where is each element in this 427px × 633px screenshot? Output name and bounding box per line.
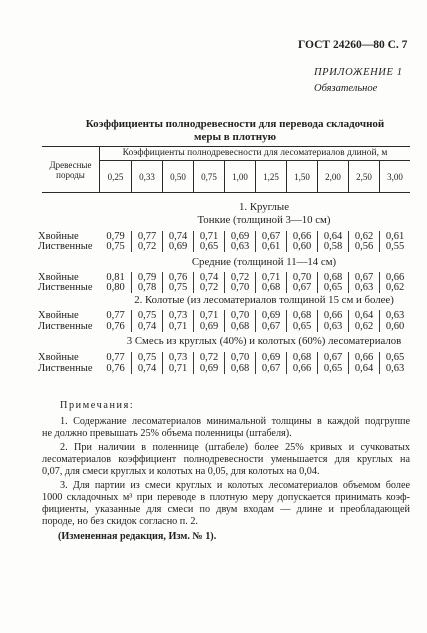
coefficient-cell: 0,66 xyxy=(286,363,317,374)
note-paragraph xyxy=(42,416,410,440)
amendment-note: (Измененная редакция, Изм. № 1). xyxy=(58,531,217,542)
coefficient-cell: 0,63 xyxy=(224,241,255,252)
length-header-cell: 0,75 xyxy=(193,161,224,192)
coefficient-cell: 0,71 xyxy=(193,231,224,242)
species-label: Лиственные xyxy=(38,362,93,374)
coefficient-cell: 0,71 xyxy=(162,321,193,332)
coefficient-cell: 0,64 xyxy=(317,231,348,242)
coefficient-cell: 0,67 xyxy=(255,321,286,332)
coefficient-cell: 0,68 xyxy=(255,282,286,293)
note-line: породе, но без скидок согласно п. 2. xyxy=(42,516,198,527)
coefficient-cell: 0,72 xyxy=(193,282,224,293)
coefficient-cell: 0,68 xyxy=(224,321,255,332)
coefficient-cell: 0,71 xyxy=(255,272,286,283)
coefficient-cell: 0,65 xyxy=(317,282,348,293)
notes-list xyxy=(42,416,410,528)
coefficient-cell: 0,78 xyxy=(131,282,162,293)
appendix-status: Обязательное xyxy=(314,83,378,94)
note-line: лесоматериалов коэффициент полнодревесности уменьшается для круглых на xyxy=(42,454,410,465)
coefficient-cell: 0,62 xyxy=(348,231,379,242)
length-header-cell: 0,50 xyxy=(162,161,193,192)
coefficient-cell: 0,74 xyxy=(131,321,162,332)
coefficient-cell: 0,79 xyxy=(131,272,162,283)
coefficient-cell: 0,67 xyxy=(317,352,348,363)
coefficient-cell: 0,67 xyxy=(348,272,379,283)
coefficient-cell: 0,69 xyxy=(162,241,193,252)
coefficient-cell: 0,66 xyxy=(286,231,317,242)
notes xyxy=(42,400,410,543)
notes-heading: Примечания: xyxy=(60,400,135,411)
coefficient-cell: 0,69 xyxy=(255,310,286,321)
coefficient-cell: 0,74 xyxy=(162,231,193,242)
coefficient-cell: 0,63 xyxy=(379,363,410,374)
coefficient-cell: 0,77 xyxy=(131,231,162,242)
table-row xyxy=(38,321,410,332)
coefficient-cell: 0,65 xyxy=(317,363,348,374)
coefficient-cell: 0,69 xyxy=(224,231,255,242)
coefficient-cell: 0,77 xyxy=(106,310,125,321)
coefficient-cell: 0,79 xyxy=(106,230,125,242)
species-label: Хвойные xyxy=(38,351,79,363)
coefficient-cell: 0,70 xyxy=(224,352,255,363)
section-heading: 1. Круглые xyxy=(239,200,289,213)
coefficient-cell: 0,68 xyxy=(224,363,255,374)
table-row xyxy=(38,231,410,242)
coefficient-cell: 0,70 xyxy=(286,272,317,283)
coefficient-cell: 0,81 xyxy=(106,271,125,283)
coefficient-cell: 0,61 xyxy=(379,231,410,242)
table-row xyxy=(38,282,410,293)
table-row xyxy=(38,352,410,363)
species-label: Лиственные xyxy=(38,320,93,332)
coefficient-cell: 0,75 xyxy=(131,310,162,321)
table-row xyxy=(38,241,410,252)
subsection-heading: Тонкие (толщиной 3—10 см) xyxy=(197,213,331,226)
section-heading: 3 Смесь из круглых (40%) и колотых (60%) лесоматериалов xyxy=(126,334,402,347)
species-label: Хвойные xyxy=(38,310,79,321)
coefficient-cell: 0,75 xyxy=(162,282,193,293)
note-line: 0,07, для смеси круглых и колотых на 0,05, для колотых на 0,04. xyxy=(42,466,320,477)
length-header-cell: 2,00 xyxy=(317,161,348,192)
length-header-cell: 1,50 xyxy=(286,161,317,192)
species-label: Лиственные xyxy=(38,282,93,293)
coefficient-cell: 0,71 xyxy=(162,363,193,374)
coefficient-cell: 0,55 xyxy=(379,241,410,252)
coefficient-cell: 0,73 xyxy=(162,352,193,363)
coefficient-cell: 0,72 xyxy=(224,272,255,283)
coefficient-cell: 0,64 xyxy=(348,310,379,321)
coefficient-cell: 0,63 xyxy=(317,321,348,332)
length-header-cell: 2,50 xyxy=(348,161,379,192)
coefficient-cell: 0,60 xyxy=(379,321,410,332)
coefficient-cell: 0,69 xyxy=(193,363,224,374)
coefficient-cell: 0,66 xyxy=(317,310,348,321)
coefficient-cell: 0,66 xyxy=(379,272,410,283)
note-line: фициенты, указанные для смеси по двум входам — длине и преобладающей xyxy=(42,504,410,515)
coefficient-cell: 0,70 xyxy=(224,282,255,293)
coefficient-cell: 0,76 xyxy=(106,362,125,374)
table-title-line: меры в плотную xyxy=(193,131,277,143)
coefficient-cell: 0,67 xyxy=(286,282,317,293)
coefficient-cell: 0,76 xyxy=(106,320,125,332)
coefficient-cell: 0,61 xyxy=(255,241,286,252)
coefficient-cell: 0,76 xyxy=(162,272,193,283)
length-header-cell: 3,00 xyxy=(379,161,410,192)
table-row xyxy=(38,363,410,374)
coefficient-cell: 0,63 xyxy=(348,282,379,293)
length-header-cell: 1,25 xyxy=(255,161,286,192)
coefficient-cell: 0,69 xyxy=(193,321,224,332)
length-header-cell: 1,00 xyxy=(224,161,255,192)
coefficient-cell: 0,77 xyxy=(106,351,125,363)
coefficient-cell: 0,71 xyxy=(193,310,224,321)
species-label: Хвойные xyxy=(38,230,79,242)
note-line: не должно превышать 25% объема поленницы (штабеля). xyxy=(42,428,292,439)
coefficient-cell: 0,56 xyxy=(348,241,379,252)
note-line: 1000 складочных м³ при переводе в плотную меру допускается принимать коэф- xyxy=(42,492,410,503)
coefficient-cell: 0,67 xyxy=(255,231,286,242)
note-line: 3. Для партии из смеси круглых и колотых лесоматериалов объемом более xyxy=(60,480,410,491)
length-header-cell: 0,25 xyxy=(107,171,124,182)
coefficient-cell: 0,75 xyxy=(106,241,125,252)
note-paragraph xyxy=(42,480,410,528)
coefficient-cell: 0,70 xyxy=(224,310,255,321)
appendix-label: ПРИЛОЖЕНИЕ 1 xyxy=(314,67,403,78)
coefficient-cell: 0,64 xyxy=(348,363,379,374)
note-line: 1. Содержание лесоматериалов минимальной толщины в каждой подгруппе xyxy=(60,416,410,427)
table-title-line: Коэффициенты полнодревесности для перевода складочной xyxy=(85,118,385,130)
species-label: Лиственные xyxy=(38,241,93,252)
subsection-heading: Средние (толщиной 11—14 см) xyxy=(191,255,337,268)
lengths-column-header: Коэффициенты полнодревесности для лесоматериалов длиной, м xyxy=(100,147,410,161)
table-row xyxy=(38,310,410,321)
section-heading: 2. Колотые (из лесоматериалов толщиной 15 см и более) xyxy=(134,293,394,306)
coefficient-cell: 0,62 xyxy=(348,321,379,332)
length-header-cell: 0,33 xyxy=(131,161,162,192)
coefficient-cell: 0,65 xyxy=(286,321,317,332)
note-line: 2. При наличии в поленнице (штабеле) более 25% кривых и сучковатых xyxy=(60,442,410,453)
coefficient-cell: 0,65 xyxy=(193,241,224,252)
coefficient-cell: 0,80 xyxy=(106,282,125,293)
coefficient-cell: 0,75 xyxy=(131,352,162,363)
species-label: Хвойные xyxy=(38,271,79,283)
species-column-header: Древесные породы xyxy=(42,147,100,192)
coefficient-cell: 0,68 xyxy=(286,310,317,321)
coefficient-cell: 0,60 xyxy=(286,241,317,252)
note-paragraph xyxy=(42,442,410,478)
coefficient-cell: 0,74 xyxy=(131,363,162,374)
coefficient-cell: 0,72 xyxy=(193,352,224,363)
coefficient-cell: 0,65 xyxy=(379,352,410,363)
coefficient-cell: 0,74 xyxy=(193,272,224,283)
coefficient-cell: 0,66 xyxy=(348,352,379,363)
coefficient-cell: 0,69 xyxy=(255,352,286,363)
document-code: ГОСТ 24260—80 С. 7 xyxy=(298,39,408,51)
coefficient-cell: 0,63 xyxy=(379,310,410,321)
coefficient-cell: 0,72 xyxy=(131,241,162,252)
coefficient-cell: 0,62 xyxy=(379,282,410,293)
coefficient-cell: 0,68 xyxy=(317,272,348,283)
table-row xyxy=(38,272,410,283)
coefficient-cell: 0,73 xyxy=(162,310,193,321)
coefficient-cell: 0,68 xyxy=(286,352,317,363)
coefficient-cell: 0,58 xyxy=(317,241,348,252)
coefficient-cell: 0,67 xyxy=(255,363,286,374)
